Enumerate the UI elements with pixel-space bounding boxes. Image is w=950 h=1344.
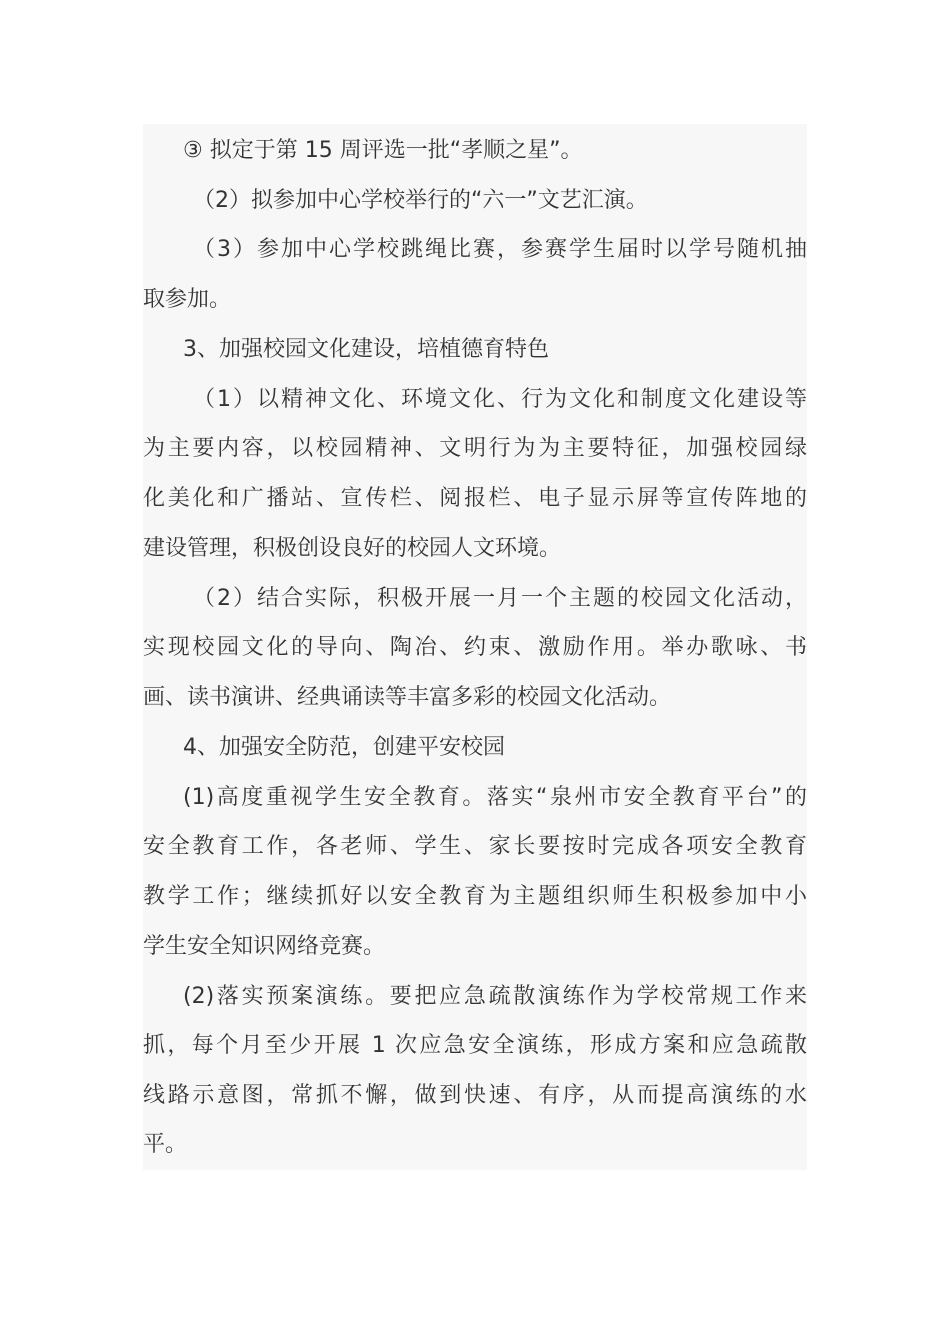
paragraph-line: (1)高度重视学生安全教育。落实“泉州市安全教育平台”的 [183, 785, 807, 810]
section-heading: 3、加强校园文化建设，培植德育特色 [183, 337, 549, 362]
paragraph-line: 实现校园文化的导向、陶冶、约束、激励作用。举办歌咏、书 [143, 635, 807, 660]
paragraph-line: 为主要内容，以校园精神、文明行为为主要特征，加强校园绿 [143, 436, 807, 461]
paragraph-line: 线路示意图，常抓不懈，做到快速、有序，从而提高演练的水 [143, 1083, 807, 1108]
paragraph-line: （1）以精神文化、环境文化、行为文化和制度文化建设等 [193, 387, 807, 412]
paragraph-line: 取参加。 [143, 287, 232, 312]
paragraph-line: (2)落实预案演练。要把应急疏散演练作为学校常规工作来 [183, 984, 807, 1009]
paragraph-line: 平。 [143, 1132, 188, 1157]
section-heading: 4、加强安全防范，创建平安校园 [183, 735, 505, 760]
paragraph-line: 安全教育工作，各老师、学生、家长要按时完成各项安全教育 [143, 834, 807, 859]
paragraph-line: 画、读书演讲、经典诵读等丰富多彩的校园文化活动。 [143, 685, 672, 710]
paragraph-line: 教学工作；继续抓好以安全教育为主题组织师生积极参加中小 [143, 884, 807, 909]
paragraph-line: 建设管理，积极创设良好的校园人文环境。 [143, 536, 562, 561]
paragraph-line: （3）参加中心学校跳绳比赛，参赛学生届时以学号随机抽 [193, 237, 807, 262]
paragraph-line: ③ 拟定于第 15 周评选一批“孝顺之星”。 [183, 138, 583, 163]
paragraph-line: 学生安全知识网络竞赛。 [143, 934, 386, 959]
paragraph-line: 抓，每个月至少开展 1 次应急安全演练，形成方案和应急疏散 [143, 1033, 807, 1058]
paragraph-line: （2）拟参加中心学校举行的“六一”文艺汇演。 [193, 188, 648, 213]
paragraph-line: 化美化和广播站、宣传栏、阅报栏、电子显示屏等宣传阵地的 [143, 486, 807, 511]
paragraph-line: （2）结合实际，积极开展一月一个主题的校园文化活动， [193, 586, 807, 611]
text-block [143, 124, 807, 1170]
